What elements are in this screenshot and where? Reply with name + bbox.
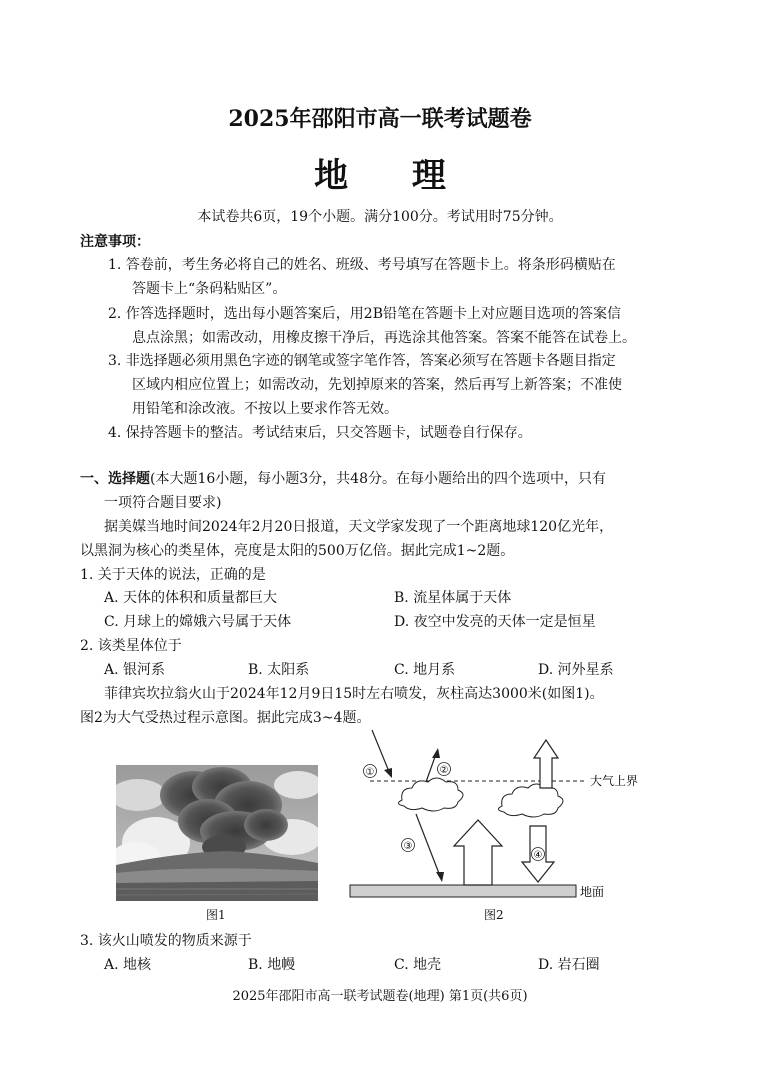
passage1-line-1: 据美媒当地时间2024年2月20日报道，天文学家发现了一个距离地球120亿光年，: [104, 519, 614, 535]
arrow-3: [416, 814, 440, 876]
label-4: ④: [533, 850, 543, 861]
note-2-line-2: 息点涂黑；如需改动，用橡皮擦干净后，再选涂其他答案。答案不能答在试卷上。: [132, 330, 636, 346]
left-cloud: [398, 778, 463, 811]
q3-option-a: A. 地核: [104, 957, 152, 973]
label-1: ①: [365, 767, 375, 778]
page-footer: 2025年邵阳市高一联考试题卷(地理) 第1页(共6页): [232, 989, 528, 1004]
q3-stem: 3. 该火山喷发的物质来源于: [80, 933, 252, 949]
q1-stem: 1. 关于天体的说法，正确的是: [80, 567, 266, 583]
note-3-line-2: 区域内相应位置上；如需改动，先划掉原来的答案，然后再写上新答案；不准使: [132, 377, 622, 393]
notes-heading: 注意事项：: [80, 234, 150, 250]
fig2-caption: 图2: [484, 908, 504, 922]
passage2-line-2: 图2为大气受热过程示意图。据此完成3~4题。: [80, 710, 371, 726]
right-cloud: [498, 784, 563, 817]
subject-title: 地 理: [314, 156, 472, 196]
q1-option-a: A. 天体的体积和质量都巨大: [104, 590, 278, 606]
section-heading: 一、选择题: [80, 471, 150, 487]
q2-option-d: D. 河外星系: [538, 662, 614, 678]
exam-info: 本试卷共6页，19个小题。满分100分。考试用时75分钟。: [197, 209, 563, 225]
passage1-line-2: 以黑洞为核心的类星体，亮度是太阳的500万亿倍。据此完成1~2题。: [80, 543, 515, 559]
volcano-photo: [116, 765, 318, 901]
q3-option-c: C. 地壳: [394, 957, 442, 973]
atmosphere-heating-diagram: [340, 728, 640, 906]
section-heading-line: [80, 470, 606, 488]
q3-option-b: B. 地幔: [248, 957, 296, 973]
q2-option-a: A. 银河系: [104, 662, 166, 678]
section-desc-2: 一项符合题目要求): [104, 495, 222, 511]
label-upper-atmosphere: 大气上界: [590, 774, 639, 788]
ground-radiation-arrow: [454, 820, 502, 885]
label-2: ②: [439, 765, 449, 776]
note-1-line-2: 答题卡上“条码粘贴区”。: [132, 281, 287, 297]
note-2-line-1: 2. 作答选择题时，选出每小题答案后，用2B铅笔在答题卡上对应题目选项的答案信: [108, 306, 622, 322]
section-desc-1: (本大题16小题，每小题3分，共48分。在每小题给出的四个选项中，只有: [150, 471, 606, 487]
exam-title: 2025年邵阳市高一联考试题卷: [228, 106, 532, 132]
q2-option-c: C. 地月系: [394, 662, 456, 678]
q1-option-c: C. 月球上的嫦娥六号属于天体: [104, 614, 292, 630]
label-ground: 地面: [580, 885, 605, 899]
ground-bar: [350, 885, 576, 897]
q2-stem: 2. 该类星体位于: [80, 638, 182, 654]
label-3: ③: [403, 841, 413, 852]
passage2-line-1: 菲律宾坎拉翁火山于2024年12月9日15时左右喷发，灰柱高达3000米(如图1)。: [104, 686, 604, 702]
q1-option-b: B. 流星体属于天体: [394, 590, 512, 606]
note-3-line-3: 用铅笔和涂改液。不按以上要求作答无效。: [132, 401, 398, 417]
note-1-line-1: 1. 答卷前，考生务必将自己的姓名、班级、考号填写在答题卡上。将条形码横贴在: [108, 257, 616, 273]
note-4: 4. 保持答题卡的整洁。考试结束后，只交答题卡，试题卷自行保存。: [108, 425, 532, 441]
note-3-line-1: 3. 非选择题必须用黑色字迹的钢笔或签字笔作答，答案必须写在答题卡各题目指定: [108, 353, 616, 369]
q2-option-b: B. 太阳系: [248, 662, 310, 678]
q3-option-d: D. 岩石圈: [538, 957, 600, 973]
q1-option-d: D. 夜空中发亮的天体一定是恒星: [394, 614, 596, 630]
fig1-caption: 图1: [206, 908, 226, 922]
